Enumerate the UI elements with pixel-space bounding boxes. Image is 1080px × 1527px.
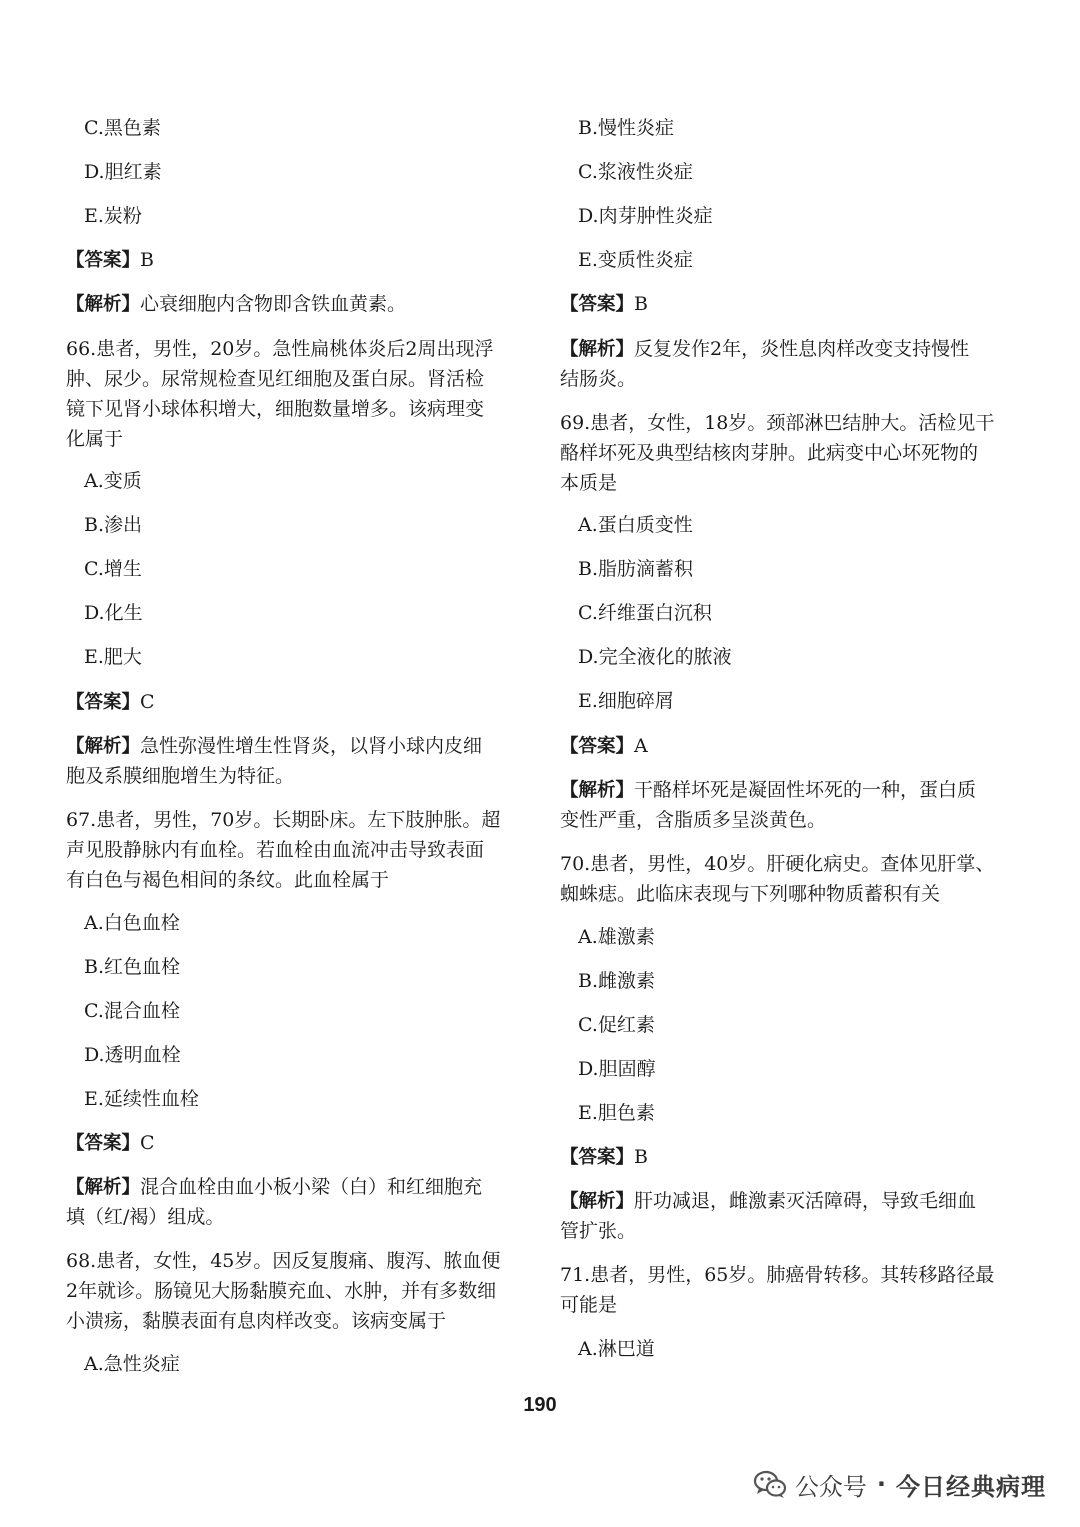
question-stem-line: 蜘蛛痣。此临床表现与下列哪种物质蓄积有关 bbox=[560, 883, 941, 905]
option: B.慢性炎症 bbox=[578, 117, 675, 139]
explanation-line bbox=[560, 334, 969, 365]
explanation-text: 急性弥漫性增生性肾炎，以肾小球内皮细 bbox=[140, 735, 483, 757]
option: A.淋巴道 bbox=[578, 1338, 655, 1360]
watermark bbox=[753, 1464, 1046, 1504]
option: E.肥大 bbox=[84, 646, 142, 668]
option: E.变质性炎症 bbox=[578, 249, 693, 271]
answer-value: B bbox=[634, 293, 648, 315]
explanation-line: 胞及系膜细胞增生为特征。 bbox=[66, 765, 295, 787]
answer-value: A bbox=[634, 735, 648, 757]
option: D.化生 bbox=[84, 602, 143, 624]
option: D.胆固醇 bbox=[578, 1058, 656, 1080]
option: B.雌激素 bbox=[578, 970, 656, 992]
explanation-line: 管扩张。 bbox=[560, 1220, 637, 1242]
option: A.蛋白质变性 bbox=[578, 514, 693, 536]
watermark-separator: · bbox=[876, 1470, 886, 1498]
answer-label: 【答案】 bbox=[66, 1133, 141, 1154]
answer-label: 【答案】 bbox=[560, 1147, 635, 1168]
option: A.变质 bbox=[84, 470, 142, 492]
explanation-label: 【解析】 bbox=[560, 780, 635, 801]
option: C.增生 bbox=[84, 558, 142, 580]
option: C.黑色素 bbox=[84, 117, 161, 139]
explanation-line bbox=[66, 1172, 482, 1203]
question-stem-line: 68.患者，女性，45岁。因反复腹痛、腹泻、脓血便 bbox=[66, 1250, 501, 1272]
explanation-label: 【解析】 bbox=[66, 736, 141, 757]
explanation-line: 填（红/褐）组成。 bbox=[66, 1206, 225, 1228]
option: A.白色血栓 bbox=[84, 912, 180, 934]
option: B.渗出 bbox=[84, 514, 143, 536]
explanation-line bbox=[66, 731, 482, 762]
option: D.胆红素 bbox=[84, 161, 162, 183]
explanation-label: 【解析】 bbox=[560, 339, 635, 360]
option: C.促红素 bbox=[578, 1014, 655, 1036]
option: E.炭粉 bbox=[84, 205, 142, 227]
answer-line bbox=[560, 731, 648, 762]
answer-line bbox=[66, 245, 154, 276]
option: A.急性炎症 bbox=[84, 1353, 180, 1375]
option: C.混合血栓 bbox=[84, 1000, 180, 1022]
answer-line bbox=[66, 687, 155, 718]
question-stem-line: 声见股静脉内有血栓。若血栓由血流冲击导致表面 bbox=[66, 839, 485, 861]
explanation-line bbox=[560, 1186, 976, 1217]
option: D.透明血栓 bbox=[84, 1044, 181, 1066]
question-stem-line: 69.患者，女性，18岁。颈部淋巴结肿大。活检见干 bbox=[560, 412, 995, 434]
explanation-text: 反复发作2年，炎性息肉样改变支持慢性 bbox=[634, 338, 970, 360]
answer-value: B bbox=[634, 1146, 648, 1168]
question-stem-line: 有白色与褐色相间的条纹。此血栓属于 bbox=[66, 869, 390, 891]
question-stem-line: 67.患者，男性，70岁。长期卧床。左下肢肿胀。超 bbox=[66, 809, 501, 831]
answer-value: C bbox=[140, 691, 155, 713]
page-number: 190 bbox=[523, 1394, 557, 1416]
question-stem-line: 本质是 bbox=[560, 472, 618, 494]
option: E.细胞碎屑 bbox=[578, 690, 674, 712]
option: D.完全液化的脓液 bbox=[578, 646, 732, 668]
question-stem-line: 66.患者，男性，20岁。急性扁桃体炎后2周出现浮 bbox=[66, 338, 494, 360]
wechat-icon bbox=[753, 1469, 787, 1499]
explanation-text: 心衰细胞内含物即含铁血黄素。 bbox=[140, 293, 407, 315]
question-stem-line: 酪样坏死及典型结核肉芽肿。此病变中心坏死物的 bbox=[560, 442, 979, 464]
answer-line bbox=[560, 1142, 648, 1173]
option: E.胆色素 bbox=[578, 1102, 655, 1124]
answer-label: 【答案】 bbox=[66, 692, 141, 713]
explanation-text: 肝功减退，雌激素灭活障碍，导致毛细血 bbox=[634, 1190, 977, 1212]
answer-label: 【答案】 bbox=[560, 736, 635, 757]
answer-line bbox=[560, 289, 648, 320]
question-stem-line: 2年就诊。肠镜见大肠黏膜充血、水肿，并有多数细 bbox=[66, 1280, 497, 1302]
option: D.肉芽肿性炎症 bbox=[578, 205, 713, 227]
watermark-prefix: 公众号 bbox=[794, 1472, 867, 1501]
answer-label: 【答案】 bbox=[560, 294, 635, 315]
answer-line bbox=[66, 1128, 155, 1159]
explanation-label: 【解析】 bbox=[66, 1177, 141, 1198]
explanation-line bbox=[560, 775, 976, 806]
question-stem-line: 肿、尿少。尿常规检查见红细胞及蛋白尿。肾活检 bbox=[66, 368, 485, 390]
question-stem-line: 化属于 bbox=[66, 428, 124, 450]
option: C.纤维蛋白沉积 bbox=[578, 602, 712, 624]
option: A.雄激素 bbox=[578, 926, 655, 948]
answer-value: B bbox=[140, 249, 154, 271]
option: B.红色血栓 bbox=[84, 956, 181, 978]
option: B.脂肪滴蓄积 bbox=[578, 558, 694, 580]
question-stem-line: 70.患者，男性，40岁。肝硬化病史。查体见肝掌、 bbox=[560, 853, 995, 875]
watermark-account-name: 今日经典病理 bbox=[896, 1472, 1046, 1501]
question-stem-line: 可能是 bbox=[560, 1294, 618, 1316]
explanation-text: 混合血栓由血小板小梁（白）和红细胞充 bbox=[140, 1176, 483, 1198]
explanation-text: 干酪样坏死是凝固性坏死的一种，蛋白质 bbox=[634, 779, 977, 801]
explanation-line: 结肠炎。 bbox=[560, 368, 637, 390]
option: C.浆液性炎症 bbox=[578, 161, 693, 183]
explanation-label: 【解析】 bbox=[66, 294, 141, 315]
question-stem-line: 71.患者，男性，65岁。肺癌骨转移。其转移路径最 bbox=[560, 1264, 995, 1286]
answer-value: C bbox=[140, 1132, 155, 1154]
question-stem-line: 镜下见肾小球体积增大，细胞数量增多。该病理变 bbox=[66, 398, 485, 420]
answer-label: 【答案】 bbox=[66, 250, 141, 271]
question-stem-line: 小溃疡，黏膜表面有息肉样改变。该病变属于 bbox=[66, 1310, 447, 1332]
option: E.延续性血栓 bbox=[84, 1088, 199, 1110]
explanation-line bbox=[66, 289, 406, 320]
explanation-line: 变性严重，含脂质多呈淡黄色。 bbox=[560, 809, 827, 831]
explanation-label: 【解析】 bbox=[560, 1191, 635, 1212]
